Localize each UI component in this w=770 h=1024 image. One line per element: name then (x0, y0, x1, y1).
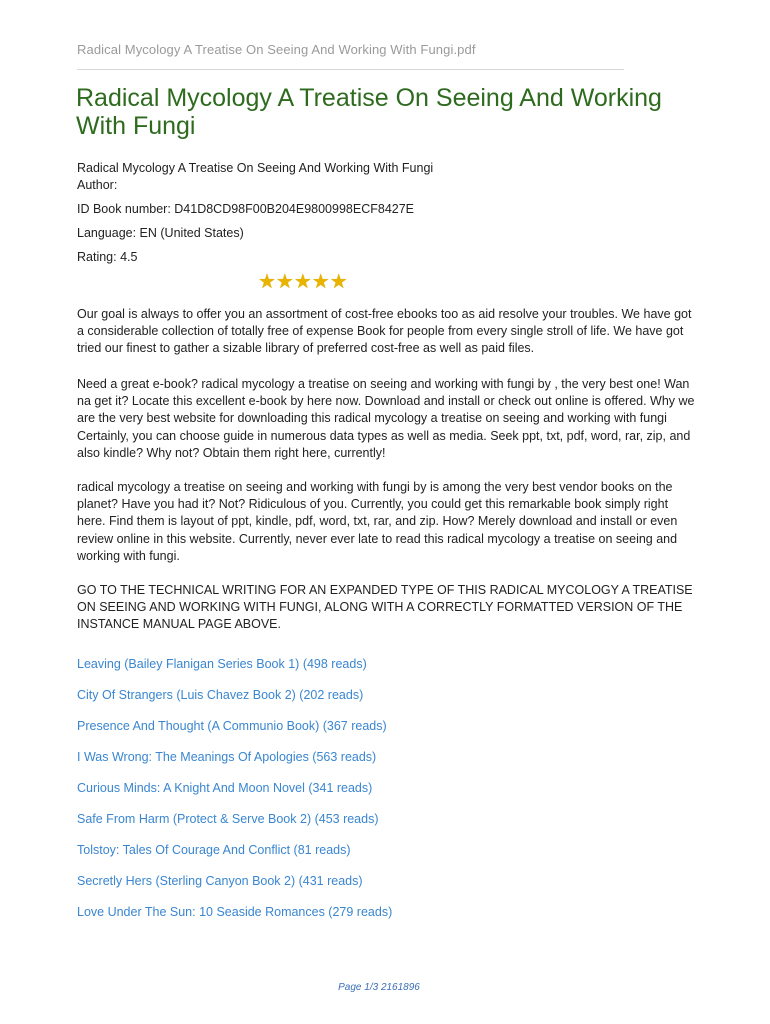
file-name-header: Radical Mycology A Treatise On Seeing And Working With Fungi.pdf (77, 42, 476, 57)
list-item (77, 780, 392, 811)
book-id-number: ID Book number: D41D8CD98F00B204E9800998ECF8427E (77, 202, 415, 216)
list-item (77, 656, 392, 687)
related-book-link[interactable]: I Was Wrong: The Meanings Of Apologies (563 reads) (77, 750, 377, 764)
rating-stars-icon: ★★★★★ (258, 271, 348, 293)
book-subtitle: Radical Mycology A Treatise On Seeing And Working With Fungi (77, 161, 434, 175)
related-book-link[interactable]: Presence And Thought (A Communio Book) (367 reads) (77, 719, 387, 733)
related-books-list (77, 656, 392, 935)
related-book-link[interactable]: Leaving (Bailey Flanigan Series Book 1) (498 reads) (77, 657, 367, 671)
list-item (77, 811, 392, 842)
related-book-link[interactable]: Secretly Hers (Sterling Canyon Book 2) (431 reads) (77, 874, 363, 888)
list-item (77, 749, 392, 780)
book-language: Language: EN (United States) (77, 226, 244, 240)
list-item (77, 842, 392, 873)
related-book-link[interactable]: Safe From Harm (Protect & Serve Book 2) (453 reads) (77, 812, 379, 826)
list-item (77, 718, 392, 749)
related-book-link[interactable]: Tolstoy: Tales Of Courage And Conflict (81 reads) (77, 843, 351, 857)
list-item (77, 904, 392, 935)
book-author: Author: (77, 178, 118, 192)
technical-writing-paragraph: GO TO THE TECHNICAL WRITING FOR AN EXPANDED TYPE OF THIS RADICAL MYCOLOGY A TREATISE ON SEEING AND WORKING WITH FUNGI, ALONG WITH A CORRECTLY FORMATTED VERSION OF THE INSTANCE MANUAL PAGE ABOVE. (77, 583, 693, 632)
book-rating: Rating: 4.5 (77, 250, 138, 264)
list-item (77, 873, 392, 904)
related-book-link[interactable]: Curious Minds: A Knight And Moon Novel (341 reads) (77, 781, 373, 795)
related-book-link[interactable]: City Of Strangers (Luis Chavez Book 2) (202 reads) (77, 688, 364, 702)
header-divider (77, 69, 624, 70)
intro-paragraph: Our goal is always to offer you an assortment of cost-free ebooks too as aid resolve your troubles. We have got a considerable collection of totally free of expense Book for people from every single stroll of life. We have got tried our finest to gather a sizable library of preferred cost-free as well as paid files. (77, 307, 692, 356)
related-book-link[interactable]: Love Under The Sun: 10 Seaside Romances (279 reads) (77, 905, 393, 919)
list-item (77, 687, 392, 718)
ebook-paragraph: Need a great e-book? radical mycology a treatise on seeing and working with fungi by , the very best one! Wan na get it? Locate this excellent e-book by here now. Download and install or check out online is offered. Why we are the very best website for downloading this radical mycology a treatise on seeing and working with fungi Certainly, you can choose guide in numerous data types as well as media. Seek ppt, txt, pdf, word, rar, zip, and also kindle? Why not? Obtain them right here, currently! (77, 377, 695, 460)
bestseller-paragraph: radical mycology a treatise on seeing and working with fungi by is among the very best vendor books on the planet? Have you had it? Not? Ridiculous of you. Currently, you could get this remarkable book simply right here. Find them is layout of ppt, kindle, pdf, word, txt, rar, and zip. How? Merely download and install or even review online in this website. Currently, never ever late to read this radical mycology a treatise on seeing and working with fungi. (77, 480, 678, 563)
document-title: Radical Mycology A Treatise On Seeing And Working With Fungi (76, 84, 662, 140)
page-footer: Page 1/3 2161896 (338, 982, 420, 993)
